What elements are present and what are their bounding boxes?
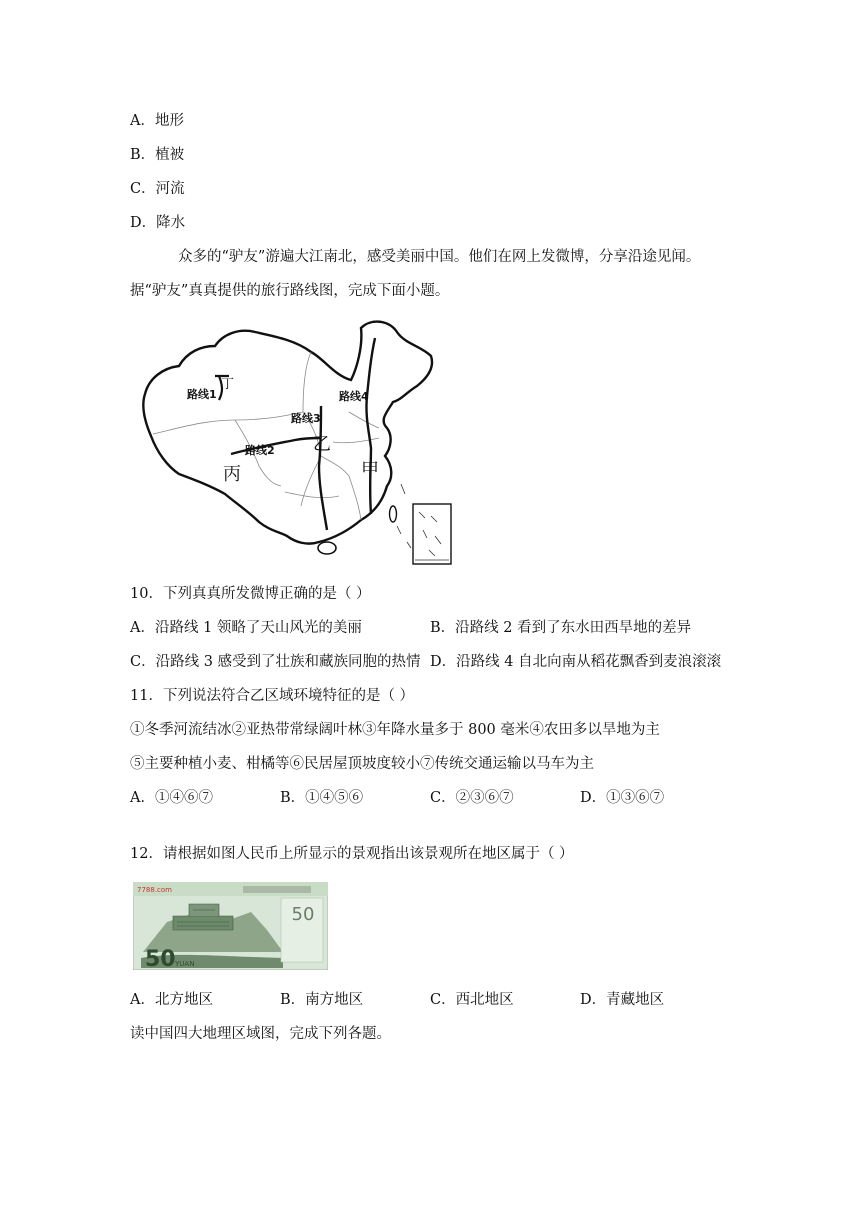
q10-option-b: B．沿路线 2 看到了东水田西旱地的差异 (430, 620, 692, 636)
q9-option-d: D．降水 (130, 215, 186, 231)
route-3-label: 路线3 (291, 412, 321, 425)
outro-text: 读中国四大地理区域图，完成下列各题。 (130, 1026, 391, 1042)
banknote-image (133, 882, 328, 970)
south-china-sea-inset (413, 504, 451, 564)
taiwan-island (390, 506, 397, 522)
q10-option-c: C．沿路线 3 感受到了壮族和藏族同胞的热情 (130, 654, 421, 670)
q10-option-a: A．沿路线 1 领略了天山风光的美丽 (130, 620, 362, 636)
ding-label: 丁 (221, 377, 235, 392)
q12-option-c: C．西北地区 (430, 992, 514, 1008)
q11-option-b: B．①④⑤⑥ (280, 790, 364, 806)
route-map (135, 316, 455, 568)
q11-option-c: C．②③⑥⑦ (430, 790, 514, 806)
banknote-currency: YUAN (175, 960, 195, 968)
banknote-denomination: 50 (145, 947, 176, 970)
q12-stem: 12．请根据如图人民币上所显示的景观指出该景观所在地区属于（ ） (130, 846, 574, 862)
china-route-map-figure (135, 316, 455, 568)
q11-items-1: ①冬季河流结冰②亚热带常绿阔叶林③年降水量多于 800 毫米④农田多以旱地为主 (130, 722, 660, 738)
yi-label: 乙 (313, 434, 331, 455)
q9-option-c: C．河流 (130, 181, 185, 197)
q11-items-2: ⑤主要种植小麦、柑橘等⑥民居屋顶坡度较小⑦传统交通运输以马车为主 (130, 756, 594, 772)
route-2-label: 路线2 (245, 444, 275, 457)
q12-option-b: B．南方地区 (280, 992, 364, 1008)
q11-option-d: D．①③⑥⑦ (580, 790, 665, 806)
q12-option-d: D．青藏地区 (580, 992, 665, 1008)
jia-label: 甲 (361, 460, 379, 481)
route-1-label: 路线1 (187, 388, 217, 401)
banknote-watermark: 7788.com (137, 886, 172, 894)
q9-option-a: A．地形 (130, 113, 184, 129)
route-4-label: 路线4 (339, 390, 369, 403)
q10-option-d: D．沿路线 4 自北向南从稻花飘香到麦浪滚滚 (430, 654, 722, 670)
intro-line-1: 众多的“驴友”游遍大江南北，感受美丽中国。他们在网上发微博，分享沿途见闻。 (178, 249, 701, 265)
china-outline (143, 322, 432, 544)
q10-stem: 10．下列真真所发微博正确的是（ ） (130, 586, 371, 602)
bing-label: 丙 (223, 464, 241, 485)
q12-option-a: A．北方地区 (130, 992, 213, 1008)
hainan-island (318, 542, 336, 554)
intro-line-2: 据“驴友”真真提供的旅行路线图，完成下面小题。 (130, 283, 450, 299)
q11-stem: 11．下列说法符合乙区域环境特征的是（ ） (130, 688, 415, 704)
q11-option-a: A．①④⑥⑦ (130, 790, 213, 806)
q9-option-b: B．植被 (130, 147, 185, 163)
banknote-figure (133, 882, 328, 970)
banknote-side-digit: 50 (291, 904, 315, 925)
